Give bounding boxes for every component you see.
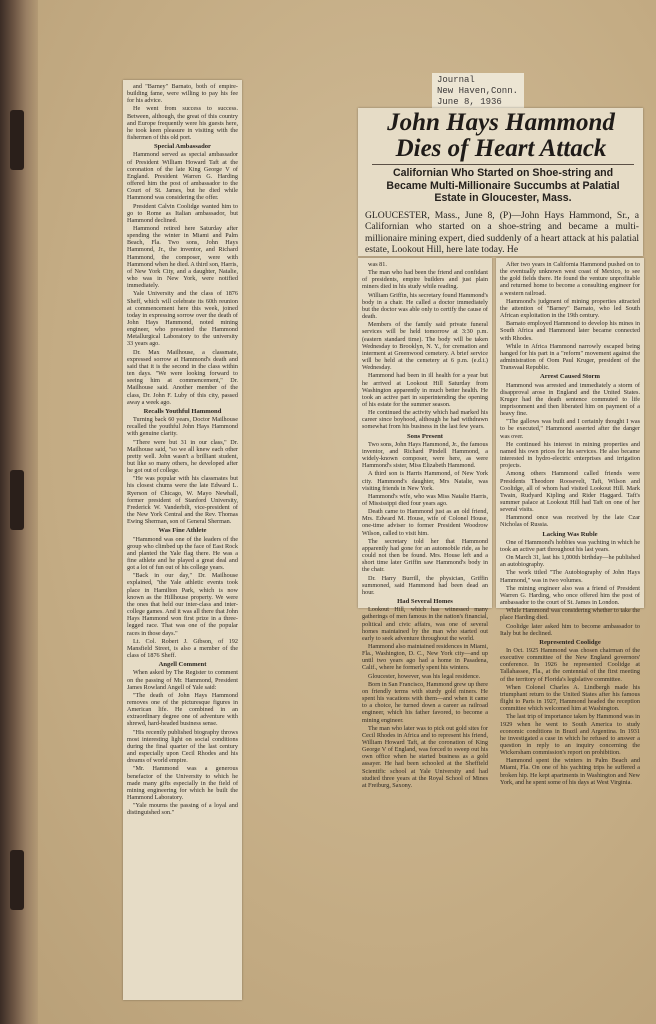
article-paragraph: "Mr. Hammond was a generous benefactor of the University to which he made many gifts especially in the field of mining engineering for which he built the Hammond Laboratory. — [127, 765, 238, 801]
article-paragraph: Turning back 60 years, Doctor Mailhouse recalled the youthful John Hays Hammond with genuine clarity. — [127, 416, 238, 438]
section-subhead: Had Several Homes — [397, 598, 453, 606]
binding-hole — [10, 470, 24, 530]
article-paragraph: "The gallows was built and I certainly thought I was to be executed," Hammond asserted after the danger was over. — [500, 418, 640, 440]
article-paragraph: "He was popular with his classmates but his closest chums were the late Edward L. Ryerson of Chicago, W. Mayo Newhall, former president of Stanford University, Frederick W. Vanderbilt, vice-president of the New York Central and the Rev. Thomas Ewing Sherman, son of General Sherman. — [127, 475, 238, 526]
article-paragraph: Lt. Col. Robert J. Gibson, of 192 Mansfield Street, is also a member of the class of 1876 Sheff. — [127, 637, 238, 660]
article-column-3 — [496, 258, 644, 790]
publication-stamp — [432, 73, 524, 111]
section-subhead: Was Fine Athlete — [158, 527, 207, 535]
article-column-1 — [123, 80, 242, 820]
article-paragraph: He continued his interest in mining properties and named his own prices for his services. He also became interested in hydro-electric enterprises and irrigation projects. — [500, 440, 640, 470]
binding-hole — [10, 110, 24, 170]
article-paragraph: "Back in our day," Dr. Mailhouse explained, "the Yale athletic events took place in Hamilton Park, which is now known as the Hillhouse property. We were the ones that held our inter-class and inter-college games. And it was all there that John Hays Hammond won first prize in a three-legged race. That was one of the popular races in those days." — [127, 572, 238, 637]
article-paragraph: The secretary told her that Hammond apparently had gone for an automobile ride, as he could not then be found. Mrs. House left and a short time later Griffin saw Hammond's body in the chair. — [362, 537, 488, 574]
article-paragraph: and "Barney" Barnato, both of empire-building fame, were willing to pay his fee for his advice. — [127, 83, 238, 105]
article-paragraph: Hammond also maintained residences in Miami, Fla., Washington, D. C., New York city—and up until two years ago had a home in Pasadena, Calif., where he formerly spent his winters. — [362, 642, 488, 672]
section-subhead: Recalls Youthful Hammond — [143, 407, 222, 415]
article-paragraph: Barnato employed Hammond to develop his mines in South Africa and Hammond later became connected with Rhodes. — [500, 320, 640, 342]
clipping-column-left — [123, 80, 242, 1000]
headline: John Hays Hammond Dies of Heart Attack — [387, 109, 615, 162]
article-paragraph: On March 31, last his 1,000th birthday—he published an autobiography. — [500, 554, 640, 569]
article-paragraph: "There were but 31 in our class," Dr. Mailhouse said, "so we all knew each other pretty well. John wasn't a brilliant student, but like so many others, he developed after he got out of college. — [127, 438, 238, 475]
article-paragraph: "Hammond was one of the leaders of the group who climbed up the face of East Rock and planted the Yale flag there. He was a fine athlete and he played a great deal and got a lot of fun out of his college years. — [127, 535, 238, 572]
article-paragraph: He continued the activity which had marked his career since boyhood, although he had withdrawn somewhat from his business in the last few years. — [362, 409, 488, 431]
article-paragraph: Lookout Hill, which has witnessed many gatherings of men famous in the nation's financial, political and civic affairs, was one of several homes maintained by the man who started out early to seek adventure throughout the world. — [362, 606, 488, 642]
article-paragraph: While in Africa Hammond narrowly escaped being hanged for his part in a "reform" movement against the administration of Oom Paul Kruger, president of the Transvaal Republic. — [500, 342, 640, 372]
section-subhead: Angell Comment — [158, 661, 207, 669]
article-paragraph: "Yale mourns the passing of a loyal and distinguished son." — [127, 802, 238, 817]
article-paragraph: The last trip of importance taken by Hammond was in 1929 when he went to South America to study economic conditions in Brazil and Argentina. In 1931 he investigated a case in which he refused to answer a question in reply to an inquiry concerning the Wickersham commission's report on prohibition. — [500, 713, 640, 757]
subheadline-deck: Californian Who Started on Shoe-string and Became Multi-Millionaire Succumbs at Palatial Estate in Gloucester, Mass. — [386, 167, 620, 204]
article-paragraph: After two years in California Hammond pushed on to the eventually unknown west coast of Mexico, to see the gold fields there. He found the venture unprofitable and returned home to become a consulting engineer for a western railroad. — [500, 261, 640, 297]
article-paragraph: Hammond's wife, who was Miss Natalie Harris, of Mississippi died four years ago. — [362, 492, 488, 507]
article-paragraph: Two sons, John Hays Hammond, Jr., the famous inventor, and Richard Pindell Hammond, a widely-known composer, were here, as were Hammond's sister, Miss Elizabeth Hammond. — [362, 440, 488, 470]
lead-paragraph: GLOUCESTER, Mass., June 8, (P)—John Hays Hammond, Sr., a Californian who started on a shoe-string and became a multi-millionaire mining expert, died suddenly of a heart attack at his palatial estate, Lookout Hill, here late today. He — [365, 210, 639, 256]
clipping-column-middle — [358, 258, 492, 789]
stamp-line: New Haven,Conn. — [437, 86, 519, 96]
article-paragraph: "His recently published biography throws most interesting light on social conditions during the final quarter of the last century and especially upon Cecil Rhodes and his dreams of world empire. — [127, 728, 238, 765]
article-paragraph: Coolidge later asked him to become ambassador to Italy but he declined. — [500, 622, 640, 637]
section-subhead: Special Ambassador — [154, 143, 211, 151]
article-paragraph: President Calvin Coolidge wanted him to go to Rome as Italian ambassador, but Hammond declined. — [127, 202, 238, 224]
article-paragraph: Hammond was arrested and immediately a storm of disapproval arose in England and the United States. Kruger had the death sentence commuted to life imprisonment and then liberated him on payment of a heavy fine. — [500, 381, 640, 418]
article-paragraph: The man who had been the friend and confidant of presidents, empire builders and just plain miners died in his study while reading. — [362, 269, 488, 291]
section-subhead: Sons Present — [407, 432, 443, 440]
stamp-line: June 8, 1936 — [437, 97, 502, 107]
section-subhead: Lacking Was Ruble — [542, 530, 598, 538]
article-paragraph: Hammond's judgment of mining properties attracted the attention of "Barney" Barnato, who led South African exploitation in the 19th century. — [500, 297, 640, 320]
article-paragraph: Hammond once was received by the late Czar Nicholas of Russia. — [500, 514, 640, 529]
article-paragraph: Hammond retired here Saturday after spending the winter in Miami and Palm Beach, Fla. Two sons, John Hays Hammond, Jr., the inventor, and Richard Hammond, the composer, were with Hammond when he died. A third son, Harris, of New York City, and a daughter, Natalie, who was in New York, were notified immediately. — [127, 224, 239, 290]
article-paragraph: He went from success to success. Between, although, the great of this country and Europe frequently were his guests here, he took keen pleasure in visiting with the fishermen of this old port. — [127, 105, 238, 142]
headline-rule — [372, 164, 634, 165]
article-paragraph: "The death of John Hays Hammond removes one of the picturesque figures in American life. He combined in an extraordinary degree one of adventure with shrewd, hard-headed business sense. — [127, 691, 238, 728]
article-paragraph: In Oct. 1925 Hammond was chosen chairman of the executive committee of the New England governors' conference. In 1926 he represented Coolidge at Tallahassee, Fla., at the centennial of the first meeting of the territory of Florida's legislative committee. — [500, 646, 640, 683]
clipping-column-right — [496, 258, 644, 786]
article-paragraph: William Griffin, his secretary found Hammond's body in a chair. He called a doctor immediately but the doctor was able only to certify the cause of death. — [362, 291, 489, 321]
article-paragraph: Dr. Harry Burrill, the physician, Griffin summoned, said Hammond had been dead an hour. — [362, 574, 488, 596]
binding-hole — [10, 850, 24, 910]
article-paragraph: The mining engineer also was a friend of President Warren G. Harding, who once offered him the post of ambassador to the court of St. James in London. — [500, 584, 640, 607]
stamp-line: Journal — [437, 75, 475, 85]
scrapbook-binding — [0, 0, 38, 1024]
section-subhead: Arrest Caused Storm — [540, 373, 600, 381]
article-paragraph: Dr. Max Mailhouse, a classmate, expressed sorrow at Hammond's death and said that it is the second in the class within ten days. "We were looking forward to seeing him at commencement," Dr. Mailhouse said. Another member of the class, Dr. John F. Luby of this city, passed away a week ago. — [127, 348, 238, 406]
article-paragraph: Members of the family said private funeral services will be held tomorrow at 3:30 p.m. (eastern standard time). The body will be taken Wednesday to Brooklyn, N. Y., for cremation and interment at Greenwood cemetery. A brief service will be held at the cemetery at 6 p.m. (e.d.t.) Wednesday. — [362, 321, 488, 372]
article-paragraph: Born in San Francisco, Hammond grew up there on friendly terms with sturdy gold miners. He spent his vacations with them—and when it came to a choice, he turned down a career as railroad engineer, which his father favored, to become a mining engineer. — [362, 680, 488, 724]
article-paragraph: Among others Hammond called friends were Presidents Theodore Roosevelt, Taft, Wilson and Coolidge, all of whom had visited Lookout Hill. Mark Twain, Rudyard Kipling and Rider Haggard. Taft's summer palace at Lookout Hill had Taft on one of her several visits. — [500, 470, 640, 514]
article-paragraph: While Hammond was considering whether to take the place Harding died. — [500, 607, 640, 622]
article-paragraph: When asked by The Register to comment on the passing of Mr. Hammond, President James Rowland Angell of Yale said: — [127, 669, 238, 691]
article-paragraph: Yale University and the class of 1876 Sheff, which will celebrate its 60th reunion at commencement here this week, joined today in expressing sorrow over the death of John Hays Hammond, noted mining engineer, who presented the Hammond Metallurgical Laboratory to the university 33 years ago. — [127, 290, 238, 348]
article-paragraph: Hammond served as special ambassador of President William Howard Taft at the coronation of the late King George V of England. President Warren G. Harding offered him the post of ambassador to the Court of St. James, but he died while Hammond was considering the offer. — [127, 151, 238, 202]
section-subhead: Represented Coolidge — [539, 638, 601, 646]
article-paragraph: When Colonel Charles A. Lindbergh made his triumphant return to the United States after his famous flight to Paris in 1927, Hammond headed the reception committee which welcomed him at Washington. — [500, 683, 640, 713]
article-paragraph: One of Hammond's hobbies was yachting in which he took an active part throughout his last years. — [500, 538, 640, 553]
article-paragraph: A third son is Harris Hammond, of New York city. Hammond's daughter, Mrs Natalie, was visiting friends in New York. — [362, 470, 488, 492]
article-paragraph: The work titled "The Autobiography of John Hays Hammond," was in two volumes. — [500, 569, 640, 584]
article-paragraph: Hammond spent the winters in Palm Beach and Miami, Fla. On one of his yachting trips he suffered a broken hip. He kept apartments in Washington and New York, and he spent some of his days at West Virginia. — [500, 757, 640, 786]
article-paragraph: Hammond had been in ill health for a year but he arrived at Lookout Hill Saturday from Washington apparently in much better health. He took an active part in superintending the opening of his estate for the summer season. — [362, 372, 488, 408]
article-paragraph: Gloucester, however, was his legal residence. — [368, 672, 481, 680]
article-paragraph: Death came to Hammond just as an old friend, Mrs. Edward M. House, wife of Colonel House, one-time adviser to former President Woodrow Wilson, called to visit him. — [362, 508, 488, 537]
article-paragraph: was 81. — [368, 261, 387, 268]
article-paragraph: The man who later was to pick out gold sites for Cecil Rhodes in Africa and to represent his friend, William Howard Taft, at the coronation of King George V of England, was forced to sweep out his own office when he started business as a gold assayer. He had been schooled at the Sheffield Scientific school at Yale University and had studied three years at the Royal School of Mines at Freiburg, Saxony. — [362, 724, 488, 789]
article-column-2 — [358, 258, 492, 793]
